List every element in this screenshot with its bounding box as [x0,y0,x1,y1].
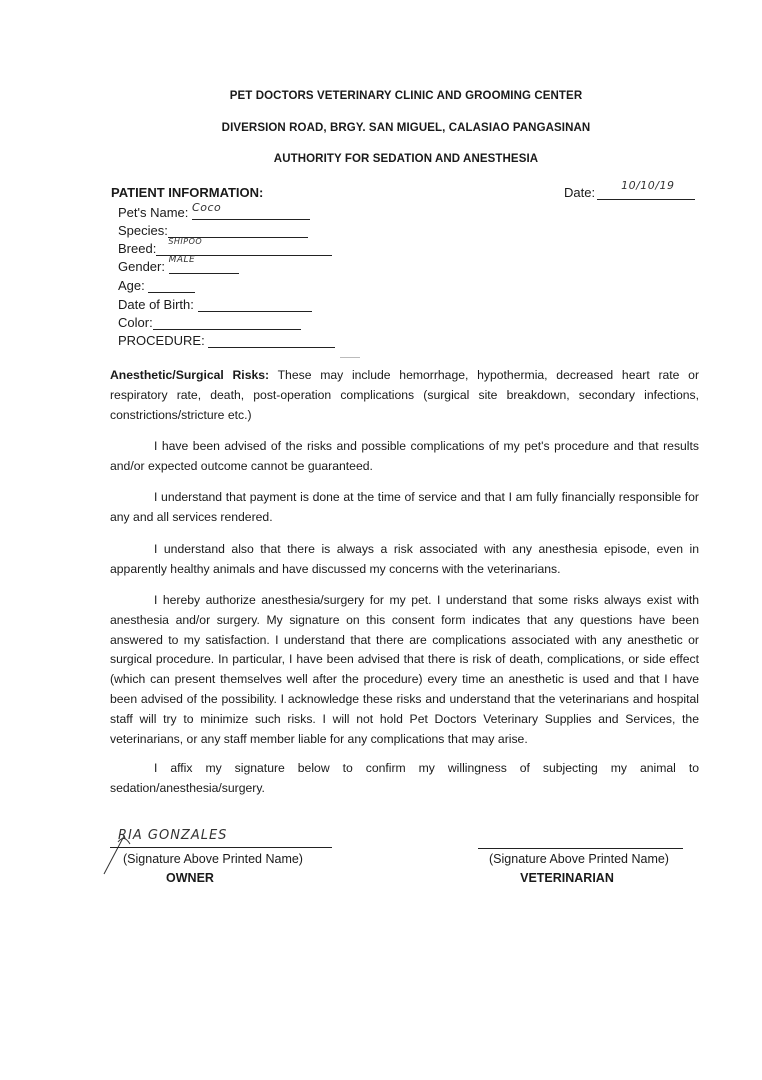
gender-field[interactable] [118,255,239,274]
pet-name-value: Coco [192,201,222,214]
dob-line [198,298,312,312]
owner-signature-line[interactable] [110,847,332,848]
color-line [153,316,301,330]
breed-label: Breed: [118,241,157,256]
clinic-address: DIVERSION ROAD, BRGY. SAN MIGUEL, CALASIAO PANGASINAN [221,122,591,134]
paragraph-authorization-text: I hereby authorize anesthesia/surgery for my pet. I understand that some risks always exist with anesthesia and/or surgery. My signature on this consent form indicates that any questions have been answered to my satisfaction. I understand that there are complications associated with any anesthetic or surgical procedure. In particular, I have been advised that there is risk of death, complications, or side effect (which can present themselves well after the procedure) every time an anesthetic is used and that I have been advised of the possibility. I acknowledge these risks and understand that the veterinarians and hospital staff will try to minimize such risks. I will not hold Pet Doctors Veterinary Supplies and Services, the veterinarians, or any staff member liable for any complications that may arise. [110,593,699,746]
paragraph-risks-advised-text: I have been advised of the risks and possible complications of my pet's procedure and that results and/or expected outcome cannot be guaranteed. [110,439,699,473]
paragraph-anesthesia-risk-text: I understand also that there is always a risk associated with any anesthesia episode, even in apparently healthy animals and have discussed my concerns with the veterinarians. [110,542,699,576]
vet-signature-line[interactable] [478,848,683,849]
risks-text: These may include hemorrhage, hypothermia, decreased heart rate or respiratory rate, death, post-operation complications (surgical site breakdown, secondary infections, constrictions/stricture etc.) [110,368,700,422]
paragraph-authorization [110,591,699,749]
gender-line [168,255,239,274]
procedure-label: PROCEDURE: [118,333,205,348]
paragraph-payment [110,488,699,528]
date-label: Date: [564,185,596,200]
owner-signature: RIA GONZALES [118,828,228,843]
breed-field[interactable] [118,237,332,256]
age-field[interactable] [118,278,195,293]
age-label: Age: [118,278,145,293]
paragraph-affix-signature-text: I affix my signature below to confirm my willingness of subjecting my animal to sedation/anesthesia/surgery. [110,761,699,795]
scan-mark [340,357,360,358]
clinic-name: PET DOCTORS VETERINARY CLINIC AND GROOMING CENTER [229,90,583,102]
dob-field[interactable] [118,297,312,312]
paragraph-payment-text: I understand that payment is done at the time of service and that I am fully financially responsible for any and all services rendered. [110,490,699,524]
species-field[interactable] [118,223,308,238]
color-field[interactable] [118,315,301,330]
patient-info-title: PATIENT INFORMATION: [111,185,264,200]
procedure-field[interactable] [118,333,335,348]
owner-role: OWNER [166,871,214,885]
date-field[interactable] [564,179,695,200]
breed-line [156,237,332,256]
paragraph-anesthesia-risk [110,540,699,580]
vet-role: VETERINARIAN [520,871,614,885]
gender-value: MALE [168,255,196,265]
dob-label: Date of Birth: [118,297,194,312]
owner-signature-label: (Signature Above Printed Name) [123,852,303,866]
date-line [597,179,695,200]
risks-paragraph [110,366,699,425]
pet-name-label: Pet's Name: [118,205,189,220]
species-label: Species: [118,223,168,238]
vet-signature-label: (Signature Above Printed Name) [489,852,669,866]
form-title: AUTHORITY FOR SEDATION AND ANESTHESIA [273,153,539,165]
breed-value: SHIPOO [168,237,203,246]
pet-name-field[interactable] [118,201,310,220]
procedure-line [208,334,335,348]
species-line [168,224,308,238]
paragraph-risks-advised [110,437,699,477]
risks-label: Anesthetic/Surgical Risks: [110,368,270,382]
color-label: Color: [118,315,153,330]
age-line [148,279,195,293]
date-value: 10/10/19 [621,179,675,192]
paragraph-affix-signature [110,759,699,799]
pet-name-line [192,201,310,220]
gender-label: Gender: [118,259,165,274]
